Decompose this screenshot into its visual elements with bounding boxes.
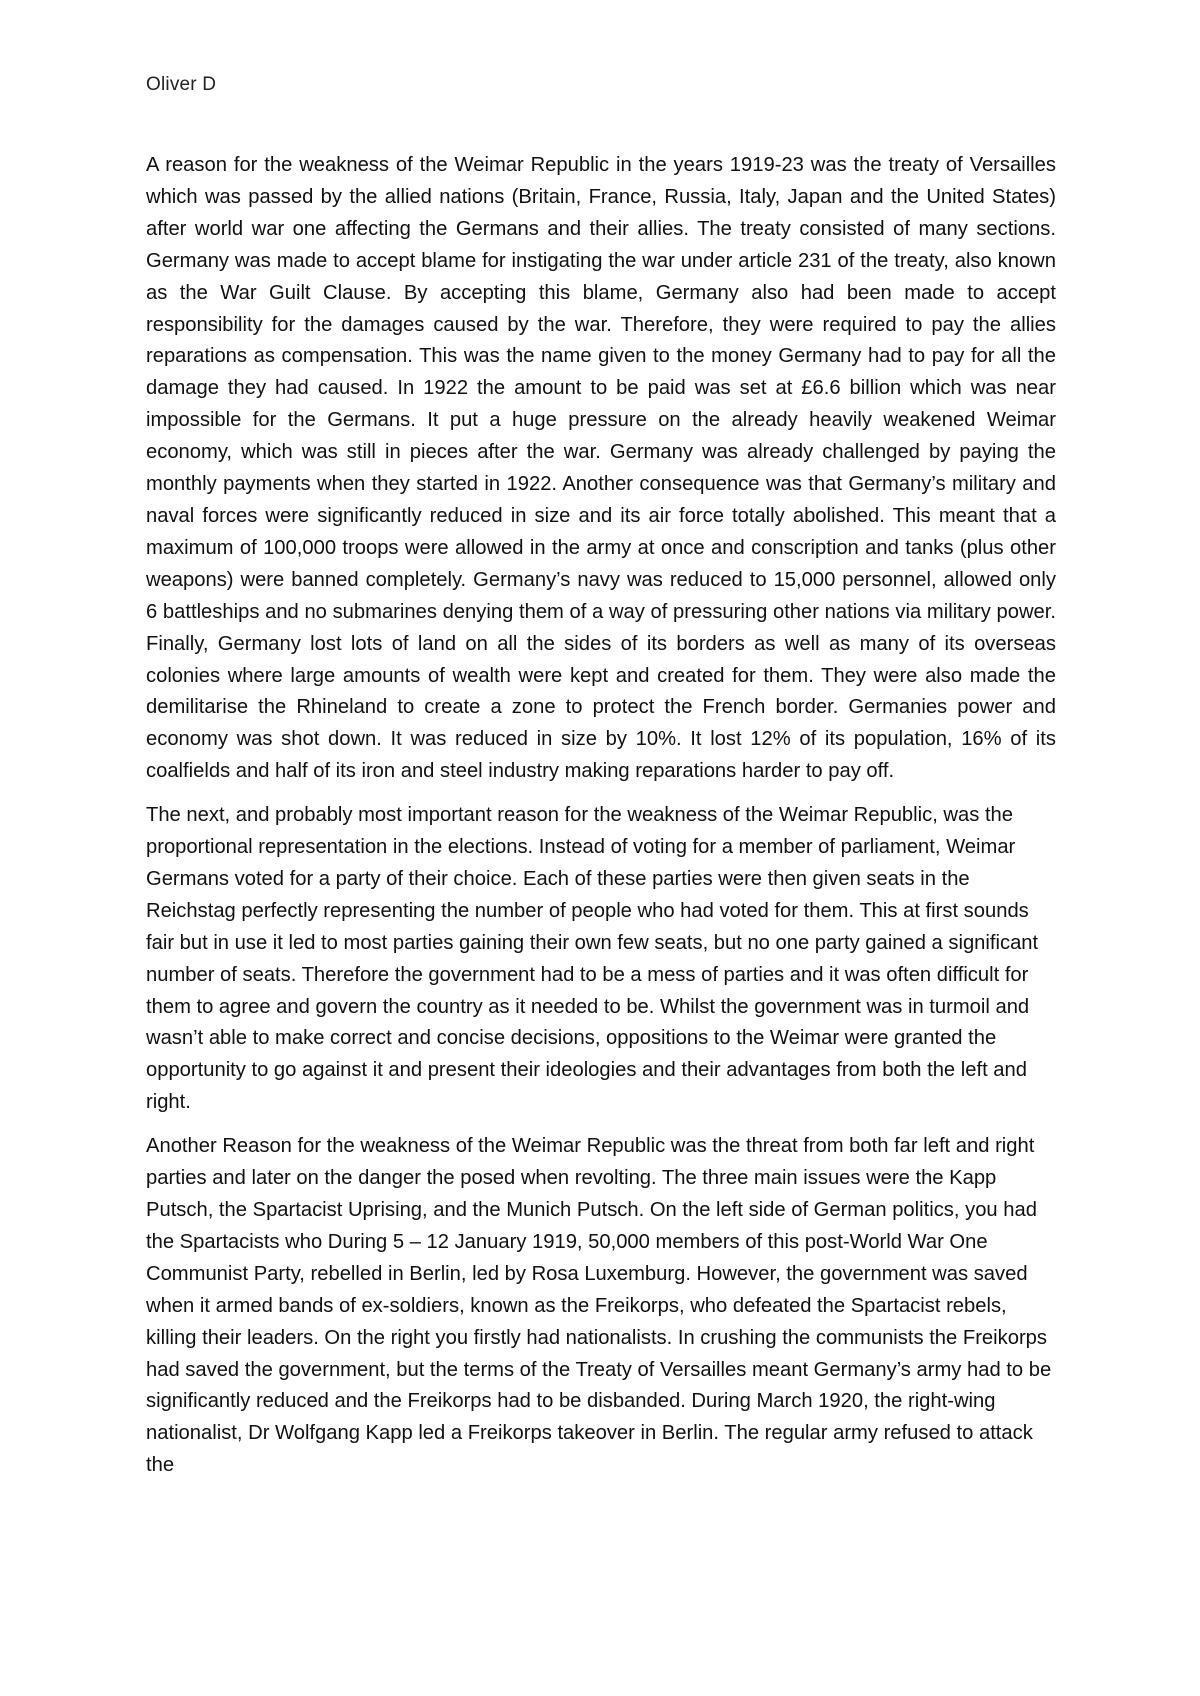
essay-body xyxy=(146,150,1056,1494)
author-header: Oliver D xyxy=(146,74,217,95)
paragraph-extremist-threats: Another Reason for the weakness of the Weimar Republic was the threat from both far left and right parties and later on the danger the posed when revolting. The three main issues were the Kapp Putsch, the Spartacist Uprising, and the Munich Putsch. On the left side of German politics, you had the Spartacists who During 5 – 12 January 1919, 50,000 members of this post-World War One Communist Party, rebelled in Berlin, led by Rosa Luxemburg. However, the government was saved when it armed bands of ex-soldiers, known as the Freikorps, who defeated the Spartacist rebels, killing their leaders. On the right you firstly had nationalists. In crushing the communists the Freikorps had saved the government, but the terms of the Treaty of Versailles meant Germany’s army had to be significantly reduced and the Freikorps had to be disbanded. During March 1920, the right-wing nationalist, Dr Wolfgang Kapp led a Freikorps takeover in Berlin. The regular army refused to attack the xyxy=(146,1135,1052,1477)
paragraph-proportional-representation: The next, and probably most important reason for the weakness of the Weimar Republic, was the proportional representation in the elections. Instead of voting for a member of parliament, Weimar Germans voted for a party of their choice. Each of these parties were then given seats in the Reichstag perfectly representing the number of people who had voted for them. This at first sounds fair but in use it led to most parties gaining their own few seats, but no one party gained a significant number of seats. Therefore the government had to be a mess of parties and it was often difficult for them to agree and govern the country as it needed to be. Whilst the government was in turmoil and wasn’t able to make correct and concise decisions, oppositions to the Weimar were granted the opportunity to go against it and present their ideologies and their advantages from both the left and right. xyxy=(146,804,1039,1114)
paragraph-treaty-of-versailles: A reason for the weakness of the Weimar Republic in the years 1919-23 was the treaty of Versailles which was passed by the allied nations (Britain, France, Russia, Italy, Japan and the United States) after world war one affecting the Germans and their allies. The treaty consisted of many sections. Germany was made to accept blame for instigating the war under article 231 of the treaty, also known as the War Guilt Clause. By accepting this blame, Germany also had been made to accept responsibility for the damages caused by the war. Therefore, they were required to pay the allies reparations as compensation. This was the name given to the money Germany had to pay for all the damage they had caused. In 1922 the amount to be paid was set at £6.6 billion which was near impossible for the Germans. It put a huge pressure on the already heavily weakened Weimar economy, which was still in pieces after the war. Germany was already challenged by paying the monthly payments when they started in 1922. Another consequence was that Germany’s military and naval forces were significantly reduced in size and its air force totally abolished. This meant that a maximum of 100,000 troops were allowed in the army at once and conscription and tanks (plus other weapons) were banned completely. Germany’s navy was reduced to 15,000 personnel, allowed only 6 battleships and no submarines denying them of a way of pressuring other nations via military power. Finally, Germany lost lots of land on all the sides of its borders as well as many of its overseas colonies where large amounts of wealth were kept and created for them. They were also made the demilitarise the Rhineland to create a zone to protect the French border. Germanies power and economy was shot down. It was reduced in size by 10%. It lost 12% of its population, 16% of its coalfields and half of its iron and steel industry making reparations harder to pay off. xyxy=(146,154,1056,783)
